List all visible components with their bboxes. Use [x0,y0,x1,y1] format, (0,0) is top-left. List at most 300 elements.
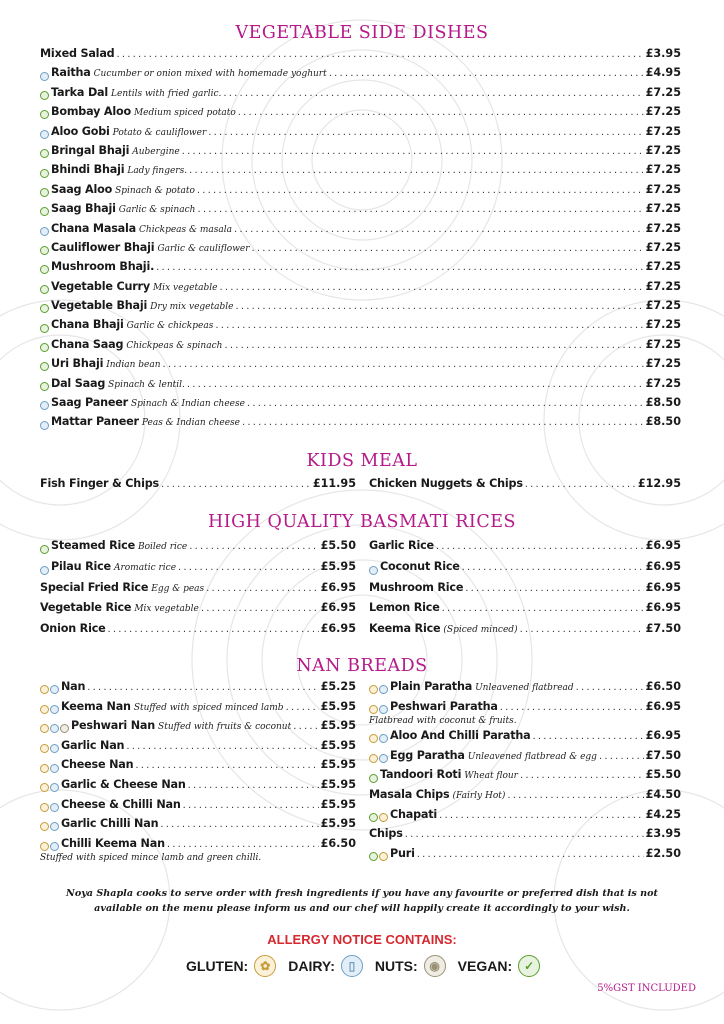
menu-item [40,817,356,837]
menu-item [40,581,356,602]
item-price: £7.25 [645,318,681,332]
item-name: Peshwari Paratha [390,699,498,713]
menu-item [40,778,356,798]
dot-leader [520,624,644,635]
item-name: Peshwari Nan [71,719,156,733]
allergen-icons [40,744,59,753]
vegan-icon [40,265,49,274]
item-description: Unleavened flatbread & egg [467,751,597,762]
allergen-icons [40,421,49,430]
allergen-icons [40,705,59,714]
menu-item [40,144,681,163]
dot-leader [238,107,644,118]
vegan-icon [40,362,49,371]
item-description: Cucumber or onion mixed with homemade yoghurt [93,69,327,80]
item-description: Wheat flour [464,771,518,782]
item-name: Bhindi Bhaji [51,163,125,177]
item-description: Boiled rice [137,542,188,552]
dot-leader [167,839,319,850]
item-name: Onion Rice [40,622,106,636]
allergen-icons [40,149,49,158]
dot-leader [439,810,644,821]
vegan-icon [40,91,49,100]
vegan-icon [40,110,49,119]
item-price: £5.95 [320,559,356,573]
vegan-icon [369,774,378,783]
item-price: £5.95 [320,817,356,831]
item-price: £7.50 [645,748,681,762]
menu-item [40,222,681,241]
item-price: £2.50 [645,846,681,860]
vegan-icon [40,304,49,313]
item-name: Chana Saag [51,337,124,351]
gluten-icon [40,783,49,792]
item-price: £7.25 [645,357,681,371]
item-description: Indian bean [106,360,161,371]
item-name: Mattar Paneer [51,415,139,429]
menu-item [369,808,681,828]
dot-leader [161,479,311,490]
nan-list-left [40,680,356,866]
item-price: £5.50 [645,768,681,782]
item-price: £3.95 [645,47,681,60]
item-price: £6.95 [645,699,681,713]
item-price: £6.95 [645,729,681,743]
item-name: Fish Finger & Chips [40,477,159,490]
item-price: £7.25 [645,376,681,390]
dot-leader [405,829,644,840]
item-name: Chana Bhaji [51,318,124,332]
item-price: £8.50 [645,415,681,429]
dot-leader [197,204,643,215]
nuts-label: NUTS: [374,958,418,974]
menu-item [40,798,356,818]
section-title-vegetable-side-dishes: VEGETABLE SIDE DISHES [235,23,489,43]
item-description: Mix vegetable [134,604,199,615]
menu-item [369,768,681,788]
item-name: Tandoori Roti [380,768,462,782]
item-price: £6.50 [320,836,356,850]
menu-item [40,47,681,66]
item-price: £5.95 [320,699,356,713]
allergen-icons [369,852,388,861]
menu-item [369,601,681,622]
dot-leader [219,282,643,293]
item-price: £7.25 [645,202,681,216]
item-name: Puri [390,846,415,860]
dot-leader [201,603,319,614]
item-name: Saag Paneer [51,396,128,410]
dot-leader [188,780,319,791]
dot-leader [163,359,644,370]
menu-item [40,318,681,337]
dot-leader [178,562,319,573]
item-name: Mushroom Rice [369,580,464,594]
allergen-icons [40,246,49,255]
dot-leader [197,185,644,196]
menu-item [369,749,681,769]
allergen-icons [40,362,49,371]
vegan-icon [40,246,49,255]
item-price: £6.50 [645,680,681,693]
menu-item [40,539,356,560]
allergen-icons [40,764,59,773]
item-description: Garlic & spinach [118,205,196,216]
item-description: (Spiced minced) [443,625,518,636]
gluten-icon [40,803,49,812]
vegan-icon [40,285,49,294]
allergen-icons [40,842,59,851]
item-description: Lentils with fried garlic. [111,88,222,99]
item-name: Garlic Chilli Nan [61,817,159,831]
item-name: Chicken Nuggets & Chips [369,477,523,490]
dairy-icon [50,724,59,733]
allergen-icons [369,754,388,763]
item-name: Saag Aloo [51,182,113,196]
item-name: Cheese & Chilli Nan [61,797,181,811]
item-subdescription: Stuffed with spiced mince lamb and green chilli. [40,853,262,864]
item-name: Chilli Keema Nan [61,836,165,850]
gluten-icon [369,705,378,714]
item-description: Garlic & chickpeas [126,321,214,332]
dot-leader [247,398,644,409]
dairy-icon [40,227,49,236]
dot-leader [235,301,643,312]
item-description: Dry mix vegetable [150,302,234,313]
gluten-icon [369,754,378,763]
allergen-icons [40,566,49,575]
gluten-icon [379,813,388,822]
item-name: Aloo And Chilli Paratha [390,729,531,743]
menu-item [40,622,356,643]
item-name: Cheese Nan [61,758,134,772]
item-name: Garlic Rice [369,539,434,552]
menu-item [40,700,356,720]
menu-item [40,260,681,279]
vegan-icon [40,343,49,352]
dairy-icon [50,685,59,694]
kids-meal-list-right [369,477,681,496]
dairy-icon [40,130,49,139]
item-price: £3.95 [645,827,681,841]
allergen-icons [40,401,49,410]
item-price: £4.50 [645,787,681,801]
item-name: Steamed Rice [51,539,135,552]
menu-item [40,396,681,415]
gluten-icon [40,685,49,694]
item-description: Egg & peas [151,583,205,594]
dairy-icon [50,705,59,714]
menu-item [40,241,681,260]
item-name: Chana Masala [51,221,137,235]
gluten-icon [40,764,49,773]
allergen-icons [40,304,49,313]
item-price: £7.25 [645,124,681,138]
item-name: Vegetable Curry [51,279,150,293]
allergen-icons [40,324,49,333]
dot-leader [252,243,644,254]
dairy-icon [40,72,49,81]
item-price: £4.25 [645,807,681,821]
allergen-icons [369,566,378,575]
dot-leader [293,721,318,732]
dot-leader [576,682,644,693]
item-price: £7.25 [645,163,681,177]
gluten-icon [40,724,49,733]
dairy-icon [369,566,378,575]
allergen-icons [40,110,49,119]
menu-item [369,729,681,749]
dot-leader [234,224,644,235]
dairy-icon [50,803,59,812]
item-price: £11.95 [312,477,356,490]
note-line-2: available on the menu please inform us and our chef will happily create it accordingly to your wish. [94,903,630,914]
item-description: Unleavened flatbread [475,683,574,693]
vegan-label: VEGAN: [457,958,513,974]
allergen-icons [369,813,388,822]
vegan-icon [40,545,49,554]
gluten-icon [40,705,49,714]
menu-item [40,560,356,581]
gluten-label: GLUTEN: [186,958,249,974]
item-name: Lemon Rice [369,601,440,615]
vegan-icon [40,382,49,391]
vegan-icon [40,188,49,197]
item-subdescription: Flatbread with coconut & fruits. [369,716,517,727]
item-name: Garlic Nan [61,738,125,752]
allergen-icons [40,343,49,352]
vegan-icon [40,207,49,216]
item-description: Spinach & lentil. [108,379,185,390]
menu-item [40,105,681,124]
item-name: Chips [369,827,403,841]
vegan-icon [40,324,49,333]
item-name: Chapati [390,807,438,821]
dot-leader [87,682,318,693]
menu-item [40,357,681,376]
item-price: £7.25 [645,85,681,99]
kids-meal-list-left [40,477,356,496]
dot-leader [599,751,644,762]
item-price: £7.25 [645,221,681,235]
menu-item [40,338,681,357]
item-price: £5.95 [320,719,356,733]
menu-item [40,477,356,496]
allergen-icons [369,774,378,783]
dot-leader [223,88,643,99]
gluten-icon [40,822,49,831]
item-description: Garlic & cauliflower [157,243,250,254]
item-price: £4.95 [645,66,681,80]
item-description: Spinach & potato [115,185,195,196]
allergen-icons [40,169,49,178]
item-description: (Fairly Hot) [452,790,506,801]
dot-leader [215,320,643,331]
dot-leader [183,800,319,811]
item-price: £6.95 [320,580,356,594]
item-name: Uri Bhaji [51,357,104,371]
dot-leader [116,49,643,60]
item-name: Raitha [51,66,91,80]
allergen-icons [40,285,49,294]
section-title-basmati-rices: HIGH QUALITY BASMATI RICES [208,512,516,532]
item-description: Chickpeas & spinach [126,340,223,351]
menu-item [40,66,681,85]
dot-leader [135,760,318,771]
item-price: £7.25 [645,182,681,196]
menu-item [369,680,681,700]
menu-item [40,739,356,759]
vegan-icon [40,169,49,178]
allergen-icons [40,188,49,197]
menu-item [40,680,356,700]
dot-leader [462,562,644,573]
menu-item [40,299,681,318]
allergen-icons [40,724,69,733]
item-price: £5.95 [320,738,356,752]
allergen-icons [40,207,49,216]
item-price: £6.95 [645,539,681,552]
vegetable-side-dishes-list [40,47,681,435]
item-price: £6.95 [645,580,681,594]
item-description: Medium spiced potato [133,108,236,119]
menu-item [40,183,681,202]
menu-item [40,163,681,182]
allergy-notice-title: ALLERGY NOTICE CONTAINS: [267,932,457,947]
item-name: Mixed Salad [40,47,115,60]
item-price: £8.50 [645,396,681,410]
dairy-icon [40,401,49,410]
item-price: £7.25 [645,299,681,313]
item-name: Mushroom Bhaji. [51,260,155,274]
nuts-icon: ◉ [424,955,446,977]
item-name: Saag Bhaji [51,202,116,216]
item-description: Stuffed with spiced minced lamb [133,702,284,713]
section-title-kids-meal: KIDS MEAL [306,451,418,471]
item-name: Keema Nan [61,699,131,713]
dot-leader [189,165,644,176]
note-line-1: Noya Shapla cooks to serve order with fresh ingredients if you have any favourite or preferred dish that is not [66,888,658,899]
item-price: £5.95 [320,777,356,791]
dairy-icon [379,685,388,694]
item-price: £6.95 [645,559,681,573]
dot-leader [126,741,318,752]
item-price: £5.25 [320,680,356,693]
dot-leader [442,603,644,614]
menu-item [369,622,681,643]
allergen-icons [40,130,49,139]
dairy-icon [50,842,59,851]
item-description: Mix vegetable [152,282,218,293]
dairy-icon [40,566,49,575]
item-price: £5.50 [320,539,356,552]
menu-item [369,847,681,867]
menu-item [40,415,681,434]
dairy-icon: ▯ [341,955,363,977]
dot-leader [500,702,644,713]
allergen-icons [369,734,388,743]
menu-item [369,827,681,847]
menu-item [40,377,681,396]
dot-leader [108,624,319,635]
gluten-icon [40,842,49,851]
allergen-icons [40,382,49,391]
gluten-icon [369,685,378,694]
dot-leader [206,583,318,594]
menu-item [40,758,356,778]
allergen-icons [40,72,49,81]
allergen-icons [40,545,49,554]
allergen-icons [40,91,49,100]
menu-item [40,125,681,144]
item-price: £7.25 [645,240,681,254]
item-name: Garlic & Cheese Nan [61,777,186,791]
item-name: Aloo Gobi [51,124,110,138]
dairy-label: DAIRY: [288,958,335,974]
vegan-icon: ✓ [518,955,540,977]
dairy-icon [40,421,49,430]
dairy-icon [50,783,59,792]
dairy-icon [50,744,59,753]
item-description: Peas & Indian cheese [141,418,241,429]
dot-leader [187,379,644,390]
allergen-icons [40,822,59,831]
item-description: Lady fingers. [127,166,188,177]
dot-leader [436,541,644,552]
dot-leader [208,127,643,138]
item-description: Aubergine [132,146,180,157]
dot-leader [532,731,643,742]
gluten-icon [369,734,378,743]
allergen-icons [40,685,59,694]
rice-list-right [369,539,681,643]
menu-item [40,202,681,221]
allergen-icons [40,803,59,812]
dot-leader [465,583,643,594]
item-description: Chickpeas & masala [139,224,233,235]
item-name: Keema Rice [369,622,441,636]
rice-list-left [40,539,356,643]
item-name: Vegetable Bhaji [51,299,148,313]
item-price: £6.95 [320,601,356,615]
allergy-legend [186,955,546,977]
vegan-icon [369,813,378,822]
menu-item [40,86,681,105]
item-name: Nan [61,680,86,693]
dot-leader [329,68,644,79]
dot-leader [189,541,318,552]
menu-item [40,601,356,622]
menu-item [40,280,681,299]
allergen-icons [369,705,388,714]
item-price: £5.95 [320,797,356,811]
dot-leader [507,790,643,801]
menu-item [369,560,681,581]
item-price: £7.25 [645,337,681,351]
item-name: Plain Paratha [390,680,473,693]
item-price: £5.95 [320,758,356,772]
item-name: Bombay Aloo [51,105,131,119]
dairy-icon [379,734,388,743]
dot-leader [160,819,318,830]
item-price: £6.95 [645,601,681,615]
item-name: Cauliflower Bhaji [51,240,155,254]
allergen-icons [40,265,49,274]
item-price: £6.95 [320,622,356,636]
fresh-ingredients-note [60,886,664,916]
nuts-icon [60,724,69,733]
gst-included-note: 5%GST INCLUDED [597,983,696,994]
